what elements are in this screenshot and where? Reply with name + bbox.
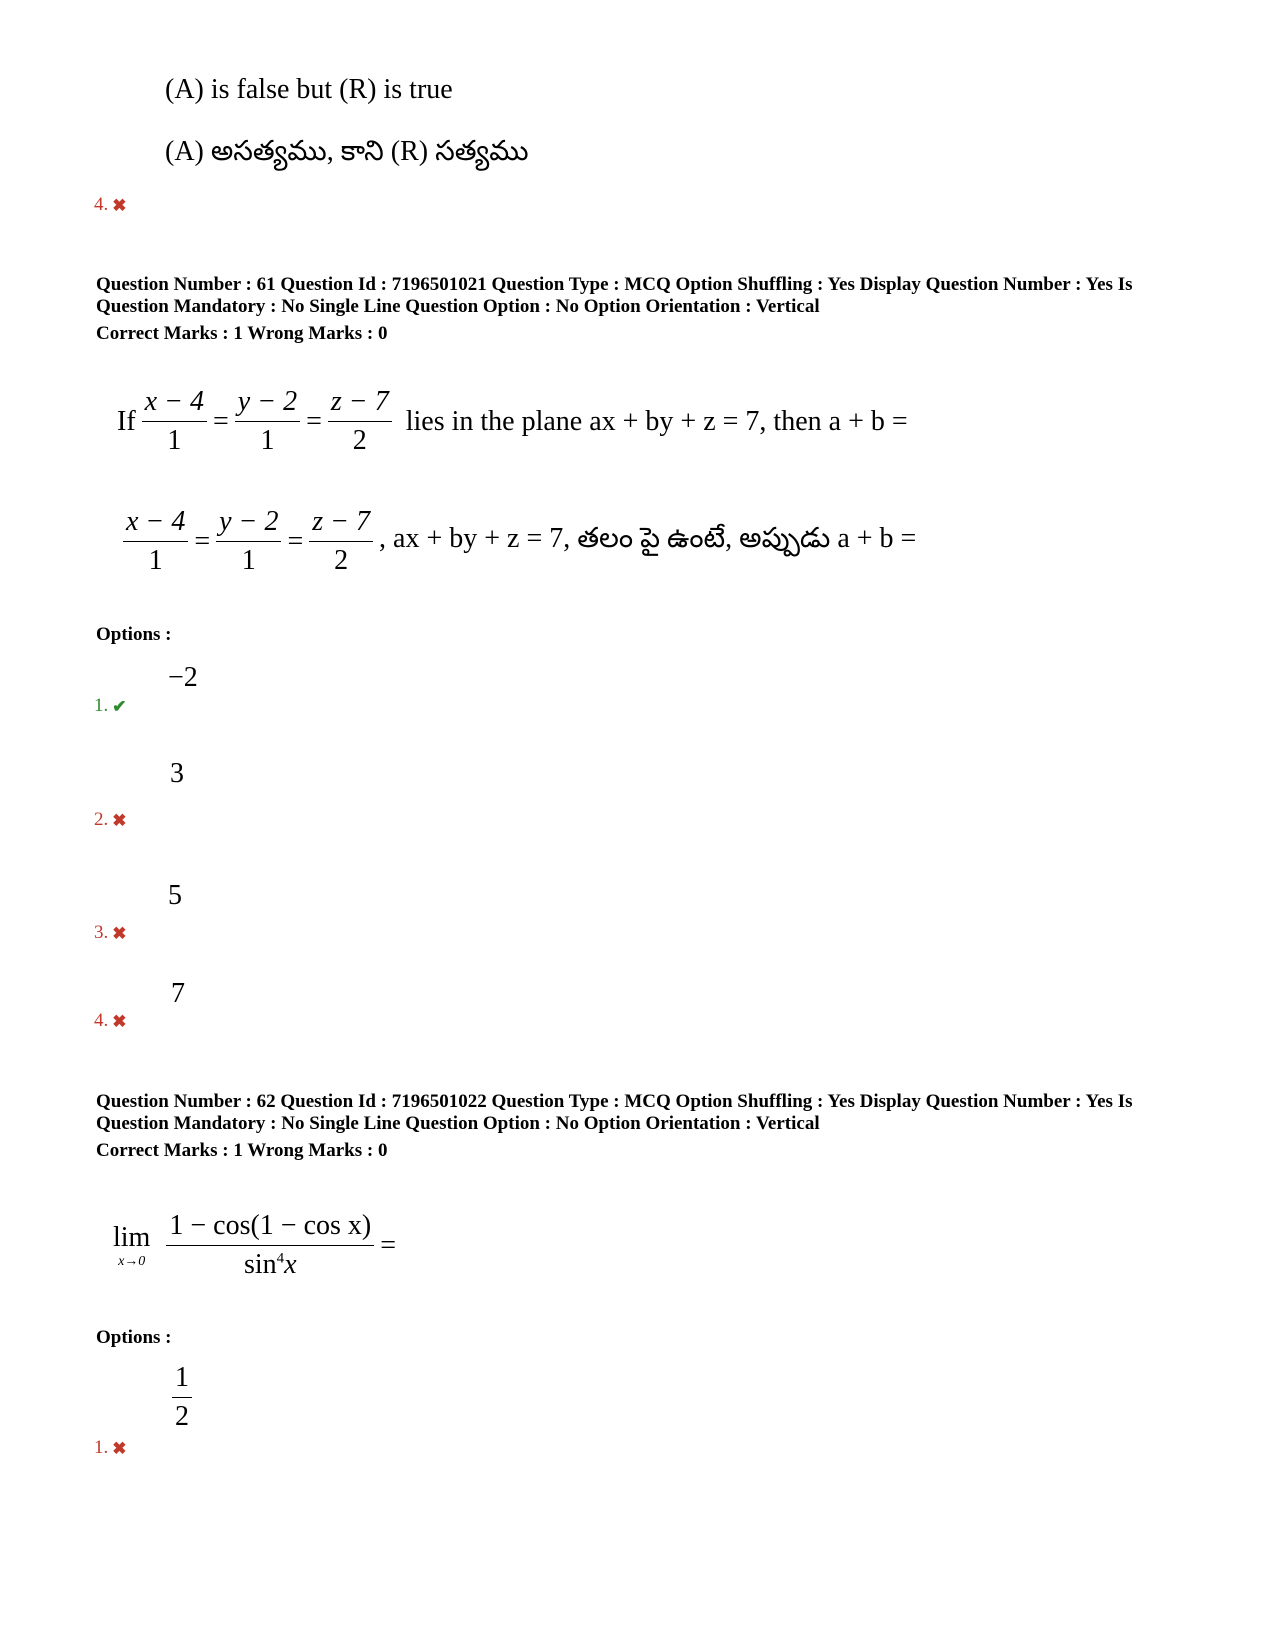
q61-options-label: Options :: [96, 624, 172, 645]
q61-en-suffix: lies in the plane ax + by + z = 7, then a + b =: [405, 405, 908, 437]
q62-denominator: $\sin^4x$: [243, 1249, 297, 1280]
q62-options-label: Options :: [96, 1327, 172, 1348]
q61-meta: [96, 274, 1186, 345]
q61-option1-number: 1. ✔: [94, 695, 127, 716]
q62-marks: Correct Marks : 1 Wrong Marks : 0: [96, 1140, 388, 1161]
q61-te-suffix: , ax + by + z = 7, తలం పై ఉంటే, అప్పుడు a + b =: [379, 522, 917, 554]
q62-meta: [96, 1091, 1186, 1162]
q61-question-en: If $\frac{x - 4}{1}$ = $\frac{y - 2}{1}$ = $\frac{z - 7}{2}$ lies in the plane ax + by + z = 7, then a + b =: [117, 386, 908, 456]
q62-meta-line2: Question Mandatory : No Single Line Question Option : No Option Orientation : Vertical: [96, 1113, 820, 1134]
q61-te-frac-x: $\frac{x - 4}{1}$: [123, 506, 188, 577]
q61-marks: Correct Marks : 1 Wrong Marks : 0: [96, 323, 388, 344]
q61-frac-x: $\frac{x - 4}{1}$: [142, 386, 207, 457]
q61-te-frac-y: $\frac{y - 2}{1}$: [216, 506, 281, 577]
q61-option2-number: 2. ✖: [94, 809, 127, 830]
prev-option4-number: 4. ✖: [94, 194, 127, 215]
q61-meta-line1: Question Number : 61 Question Id : 7196501021 Question Type : MCQ Option Shuffling : Yes Display Question Number : Yes Is: [96, 274, 1133, 295]
cross-icon: ✖: [112, 810, 127, 830]
prev-option3-text-en: (A) is false but (R) is true: [165, 74, 453, 105]
q61-frac-z: $\frac{z - 7}{2}$: [328, 386, 392, 457]
q61-option3-number: 3. ✖: [94, 922, 127, 943]
q61-option3-value: 5: [168, 880, 182, 911]
q62-meta-line1: Question Number : 62 Question Id : 7196501022 Question Type : MCQ Option Shuffling : Yes Display Question Number : Yes Is: [96, 1091, 1133, 1112]
cross-icon: ✖: [112, 923, 127, 943]
q61-option4-number: 4. ✖: [94, 1010, 127, 1031]
prev-option3-text-te: (A) అసత్యము, కాని (R) సత్యము: [165, 136, 529, 167]
q62-question: lim x→0 $\frac{\text{1 − cos(1 − cos x)}}{\sin^4x}$ =: [113, 1210, 397, 1280]
q61-question-te: $\frac{x - 4}{1}$ = $\frac{y - 2}{1}$ = $\frac{z - 7}{2}$ , ax + by + z = 7, తలం పై ఉంటే, అప్పుడు a + b =: [117, 506, 916, 577]
q61-meta-line2: Question Mandatory : No Single Line Question Option : No Option Orientation : Vertical: [96, 296, 820, 317]
q61-frac-y: $\frac{y - 2}{1}$: [235, 386, 300, 457]
cross-icon: ✖: [112, 195, 127, 215]
q61-option4-value: 7: [171, 978, 185, 1009]
q61-te-frac-z: $\frac{z - 7}{2}$: [309, 506, 373, 577]
q61-if: If: [117, 405, 136, 437]
cross-icon: ✖: [112, 1438, 127, 1458]
q62-option1-number: 1. ✖: [94, 1437, 127, 1458]
q61-option2-value: 3: [170, 758, 184, 789]
q61-option1-value: −2: [168, 662, 198, 693]
q62-option1-fraction: $\frac{1}{2}$: [172, 1362, 192, 1433]
q62-fraction: [166, 1210, 374, 1281]
q62-limit: lim x→0: [113, 1221, 151, 1269]
q62-numerator: 1 − cos(1 − cos x): [166, 1210, 374, 1246]
cross-icon: ✖: [112, 1011, 127, 1031]
q62-option1-value: [166, 1362, 198, 1433]
check-icon: ✔: [112, 696, 127, 716]
